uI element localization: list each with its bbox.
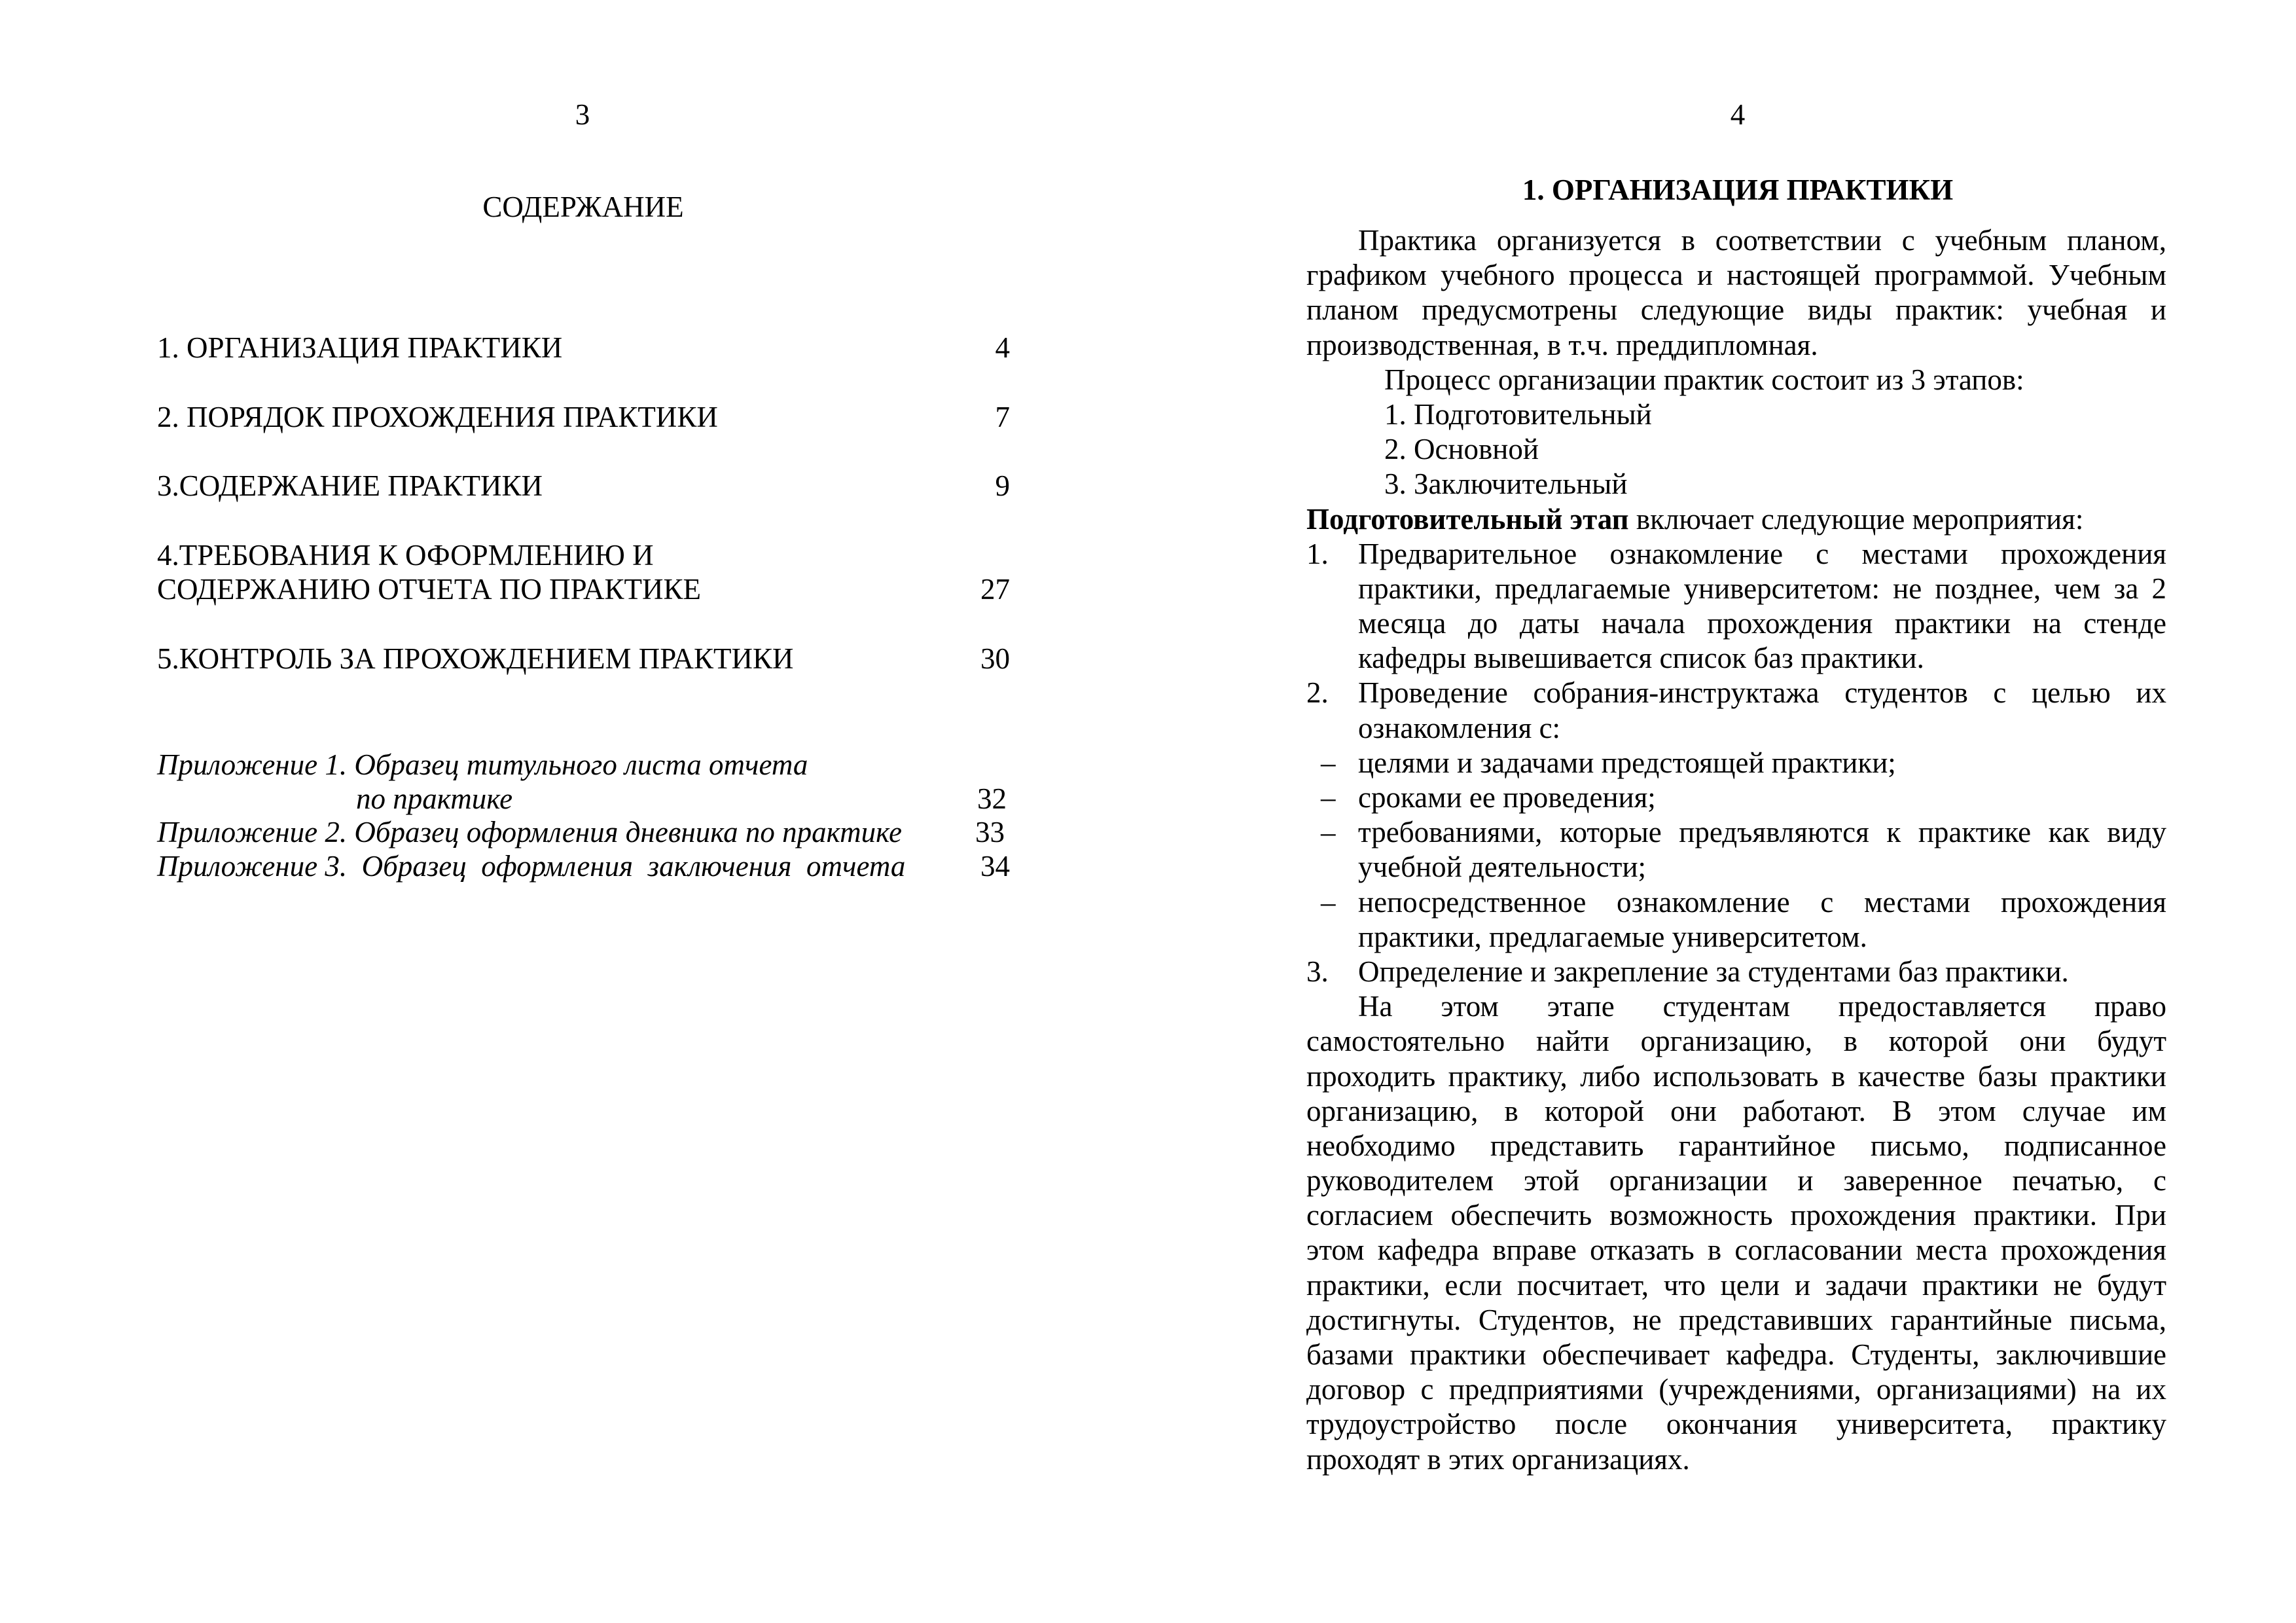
line-text: Предварительное ознакомление с местами прохождения <box>1358 537 2166 570</box>
dash-bullet: – <box>1321 816 1336 849</box>
text-line <box>1306 1372 2166 1407</box>
line-text: Процесс организации практик состоит из 3 этапов: <box>1384 363 2024 396</box>
toc-entry-label: 4.ТРЕБОВАНИЯ К ОФОРМЛЕНИЮ И <box>157 539 654 572</box>
text-line <box>1306 467 2166 501</box>
text-line <box>1306 989 2166 1024</box>
text-line <box>1306 1024 2166 1059</box>
line-text: этом кафедра вправе отказать в согласовании места прохождения <box>1306 1233 2166 1267</box>
toc-entry-label: 5.КОНТРОЛЬ ЗА ПРОХОЖДЕНИЕМ ПРАКТИКИ <box>157 642 794 675</box>
bold-lead: Подготовительный этап <box>1306 502 1629 536</box>
text-line <box>1306 920 2166 955</box>
line-text: ознакомления с: <box>1358 711 1561 744</box>
line-text: 2. Основной <box>1384 433 1539 466</box>
text-line <box>1306 1198 2166 1233</box>
text-line <box>1306 746 2166 780</box>
line-text: Проведение собрания-инструктажа студентов с целью их <box>1358 676 2166 710</box>
toc-title: СОДЕРЖАНИЕ <box>482 191 684 223</box>
line-text: практики, предлагаемые университетом: не позднее, чем за 2 <box>1358 572 2166 605</box>
list-number: 3. <box>1306 955 1329 988</box>
line-text: руководителем этой организации и заверенное печатью, с <box>1306 1164 2166 1197</box>
line-text: требованиями, которые предъявляются к практике как виду <box>1358 816 2166 849</box>
toc-entry-page: 27 <box>980 573 1010 606</box>
text-line <box>1306 711 2166 746</box>
text-line <box>1306 328 2166 363</box>
appendix-label: Приложение 3. Образец оформления заключения отчета <box>157 850 906 883</box>
text-line <box>1306 363 2166 397</box>
list-number: 1. <box>1306 537 1329 570</box>
toc-entry-page: 9 <box>995 469 1010 502</box>
text-line <box>1306 885 2166 920</box>
appendix-entry[interactable] <box>157 815 1010 850</box>
text-line <box>1306 606 2166 641</box>
appendix-entry-continued[interactable] <box>157 782 1010 816</box>
line-text: необходимо представить гарантийное письмо, подписанное <box>1306 1129 2166 1162</box>
line-text: 3. Заключительный <box>1384 467 1628 501</box>
text-line <box>1306 502 2166 537</box>
toc-entry[interactable] <box>157 642 1010 676</box>
line-text: учебной деятельности; <box>1358 850 1647 884</box>
line-text: базами практики обеспечивает кафедра. Студенты, заключившие <box>1306 1338 2166 1371</box>
line-text: сроками ее проведения; <box>1358 781 1656 814</box>
text-line <box>1306 850 2166 884</box>
list-number: 2. <box>1306 676 1329 710</box>
dash-bullet: – <box>1321 885 1336 919</box>
toc-entry-label: 3.СОДЕРЖАНИЕ ПРАКТИКИ <box>157 469 543 502</box>
line-text: Определение и закрепление за студентами баз практики. <box>1358 955 2069 988</box>
text-line <box>1306 955 2166 989</box>
line-text: целями и задачами предстоящей практики; <box>1358 746 1896 779</box>
text-line <box>1306 1442 2166 1477</box>
line-text: непосредственное ознакомление с местами прохождения <box>1358 885 2166 919</box>
line-text: планом предусмотрены следующие виды практик: учебная и <box>1306 293 2166 327</box>
line-text: месяца до даты начала прохождения практики на стенде <box>1358 607 2166 640</box>
text-line <box>1306 293 2166 327</box>
appendix-entry[interactable] <box>157 748 1010 782</box>
appendix-page: 32 <box>977 782 1007 815</box>
text-line <box>1306 572 2166 606</box>
line-text: кафедры вывешивается список баз практики. <box>1358 642 1924 675</box>
line-text: практики, если посчитает, что цели и задачи практики не будут <box>1306 1268 2166 1302</box>
line-text: Практика организуется в соответствии с учебным планом, <box>1358 224 2166 257</box>
text-line <box>1306 258 2166 293</box>
text-line <box>1306 1268 2166 1303</box>
appendix-label: Приложение 1. Образец титульного листа отчета <box>157 748 808 781</box>
section-heading: 1. ОРГАНИЗАЦИЯ ПРАКТИКИ <box>1522 173 1954 206</box>
toc-entry-label: 2. ПОРЯДОК ПРОХОЖДЕНИЯ ПРАКТИКИ <box>157 401 718 433</box>
text-line <box>1306 641 2166 676</box>
line-text: согласием обеспечить возможность прохождения практики. При <box>1306 1199 2166 1232</box>
text-line <box>1306 1059 2166 1094</box>
toc-entry[interactable] <box>157 400 1010 435</box>
line-text: графиком учебного процесса и настоящей программой. Учебным <box>1306 259 2166 292</box>
text-line <box>1306 432 2166 467</box>
toc-entry-page: 7 <box>995 401 1010 433</box>
text-line <box>1306 780 2166 815</box>
toc-entry[interactable] <box>157 538 1010 573</box>
page-number: 3 <box>575 98 590 131</box>
text-line <box>1306 1303 2166 1338</box>
line-text: самостоятельно найти организацию, в которой они будут <box>1306 1025 2166 1058</box>
line-text: трудоустройство после окончания университета, практику <box>1306 1408 2166 1441</box>
dash-bullet: – <box>1321 781 1336 814</box>
line-text <box>1306 502 2083 537</box>
dash-bullet: – <box>1321 746 1336 779</box>
text-line <box>1306 223 2166 258</box>
line-text: На этом этапе студентам предоставляется право <box>1358 990 2166 1023</box>
line-text: практики, предлагаемые университетом. <box>1358 920 1867 953</box>
appendix-page: 33 <box>975 816 1005 848</box>
line-text: проходят в этих организациях. <box>1306 1442 1690 1476</box>
line-text: 1. Подготовительный <box>1384 397 1652 431</box>
line-text: производственная, в т.ч. преддипломная. <box>1306 328 1818 361</box>
appendix-page: 34 <box>980 850 1010 883</box>
line-text: организацию, в которой они работают. В этом случае им <box>1306 1094 2166 1127</box>
toc-entry[interactable] <box>157 469 1010 503</box>
toc-entry[interactable] <box>157 331 1010 365</box>
appendix-label: по практике <box>356 782 513 815</box>
toc-entry-page: 4 <box>995 331 1010 364</box>
toc-entry-continued[interactable] <box>157 572 1010 607</box>
line-text: проходить практику, либо использовать в качестве базы практики <box>1306 1059 2166 1093</box>
appendix-label: Приложение 2. Образец оформления дневника по практике <box>157 816 902 848</box>
page-number: 4 <box>1730 98 1746 131</box>
text-line <box>1306 1233 2166 1267</box>
text-line <box>1306 537 2166 572</box>
text-line <box>1306 1163 2166 1198</box>
text-line <box>1306 397 2166 432</box>
text-line <box>1306 1338 2166 1372</box>
text-line <box>1306 815 2166 850</box>
line-text: договор с предприятиями (учреждениями, организациями) на их <box>1306 1373 2166 1406</box>
appendix-entry[interactable] <box>157 849 1010 884</box>
toc-entry-page: 30 <box>980 642 1010 675</box>
toc-entry-label: СОДЕРЖАНИЮ ОТЧЕТА ПО ПРАКТИКЕ <box>157 573 701 606</box>
text-line <box>1306 1094 2166 1129</box>
line-text: достигнуты. Студентов, не представивших гарантийные письма, <box>1306 1303 2166 1336</box>
text-line <box>1306 1129 2166 1163</box>
section-body <box>1306 223 2166 1477</box>
toc-entry-label: 1. ОРГАНИЗАЦИЯ ПРАКТИКИ <box>157 331 563 364</box>
text-line <box>1306 1407 2166 1442</box>
text-line <box>1306 676 2166 710</box>
line-text-rest: включает следующие мероприятия: <box>1628 502 2084 536</box>
